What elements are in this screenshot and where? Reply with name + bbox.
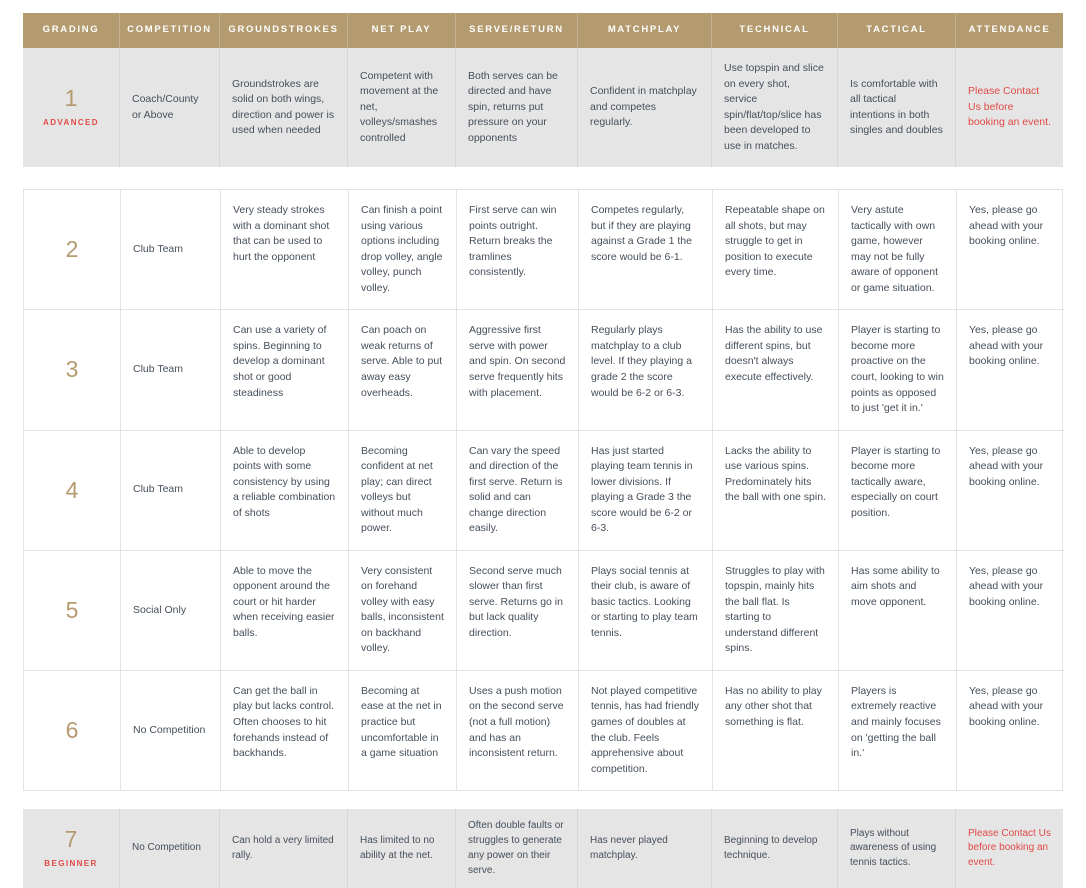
- table-row: [24, 431, 1062, 551]
- cell-groundstrokes: Able to move the opponent around the court or hit harder when receiving easier balls.: [221, 551, 349, 671]
- cell-net-play: Becoming at ease at the net in practice but uncomfortable in a game situation: [349, 671, 457, 790]
- cell-groundstrokes: Can use a variety of spins. Beginning to develop a dominant shot or good steadiness: [221, 310, 349, 430]
- cell-tactical: Player is starting to become more tactically aware, especially on court position.: [839, 431, 957, 551]
- grade-block-main: [23, 189, 1063, 791]
- grade-number: 1: [64, 84, 78, 111]
- cell-attendance[interactable]: Yes, please go ahead with your booking online.: [969, 684, 1044, 728]
- grade-number: 4: [65, 476, 79, 503]
- cell-technical: Has no ability to play any other shot that something is flat.: [713, 671, 839, 790]
- table-row: [24, 551, 1062, 671]
- column-header-groundstrokes: GROUNDSTROKES: [220, 13, 348, 48]
- cell-serve-return: Often double faults or struggles to generate any power on their serve.: [456, 809, 578, 888]
- column-header-technical: TECHNICAL: [712, 13, 838, 48]
- cell-competition: No Competition: [121, 671, 221, 790]
- cell-technical: Beginning to develop technique.: [712, 809, 838, 888]
- cell-competition: No Competition: [120, 809, 220, 888]
- cell-serve-return: Second serve much slower than first serve. Returns go in but lack quality direction.: [457, 551, 579, 671]
- block-spacer: [0, 167, 1086, 189]
- column-header-tactical: TACTICAL: [838, 13, 956, 48]
- grade-level-label: BEGINNER: [44, 858, 98, 868]
- cell-groundstrokes: Very steady strokes with a dominant shot that can be used to hurt the opponent: [221, 190, 349, 310]
- cell-net-play: Has limited to no ability at the net.: [348, 809, 456, 888]
- grade-cell: [24, 551, 121, 671]
- cell-attendance[interactable]: Yes, please go ahead with your booking online.: [957, 310, 1064, 430]
- cell-serve-return: Both serves can be directed and have spin, returns put pressure on your opponents: [456, 48, 578, 167]
- cell-groundstrokes: Can hold a very limited rally.: [220, 809, 348, 888]
- cell-competition: Club Team: [121, 190, 221, 310]
- cell-matchplay: Has never played matchplay.: [578, 809, 712, 888]
- cell-net-play: Very consistent on forehand volley with easy balls, inconsistent on backhand volley.: [349, 551, 457, 671]
- cell-attendance[interactable]: Yes, please go ahead with your booking online.: [957, 431, 1064, 551]
- cell-technical: Struggles to play with topspin, mainly hits the ball flat. Is starting to understand different spins.: [713, 551, 839, 671]
- cell-groundstrokes: Able to develop points with some consistency by using a reliable combination of shots: [221, 431, 349, 551]
- cell-groundstrokes: Groundstrokes are solid on both wings, direction and power is used when needed: [220, 48, 348, 167]
- cell-serve-return: Uses a push motion on the second serve (not a full motion) and has an inconsistent return.: [457, 671, 579, 790]
- cell-technical: Lacks the ability to use various spins. Predominately hits the ball with one spin.: [713, 431, 839, 551]
- cell-attendance[interactable]: Yes, please go ahead with your booking online.: [957, 190, 1064, 310]
- grade-number: 3: [65, 356, 79, 383]
- cell-competition: Social Only: [121, 551, 221, 671]
- cell-competition: Club Team: [121, 431, 221, 551]
- cell-serve-return: Can vary the speed and direction of the first serve. Return is solid and can change direction easily.: [457, 431, 579, 551]
- grade-cell: [24, 431, 121, 551]
- column-header-grading: GRADING: [23, 13, 120, 48]
- table-row: [24, 671, 1062, 790]
- cell-net-play: Becoming confident at net play; can direct volleys but without much power.: [349, 431, 457, 551]
- cell-matchplay: Regularly plays matchplay to a club level. If they playing a grade 2 the score would be 6-2 or 6-3.: [579, 310, 713, 430]
- cell-net-play: Competent with movement at the net, volleys/smashes controlled: [348, 48, 456, 167]
- cell-tactical: Very astute tactically with own game, however may not be fully aware of opponent or game situation.: [839, 190, 957, 310]
- cell-net-play: Can poach on weak returns of serve. Able to put away easy overheads.: [349, 310, 457, 430]
- cell-matchplay: Confident in matchplay and competes regularly.: [578, 48, 712, 167]
- cell-attendance[interactable]: Please Contact Us before booking an event.: [968, 85, 1051, 129]
- grade-cell: [24, 671, 121, 790]
- cell-matchplay: Competes regularly, but if they are playing against a Grade 1 the score would be 6-1.: [579, 190, 713, 310]
- cell-matchplay: Plays social tennis at their club, is aware of basic tactics. Looking or starting to play team tennis.: [579, 551, 713, 671]
- cell-net-play: Can finish a point using various options including drop volley, angle volley, punch volley.: [349, 190, 457, 310]
- column-header-net-play: NET PLAY: [348, 13, 456, 48]
- cell-serve-return: First serve can win points outright. Return breaks the tramlines consistently.: [457, 190, 579, 310]
- cell-groundstrokes: Can get the ball in play but lacks control. Often chooses to hit forehands instead of backhands.: [221, 671, 349, 790]
- cell-competition: Club Team: [121, 310, 221, 430]
- table-header-row: [23, 13, 1063, 48]
- table-row: [23, 809, 1063, 888]
- cell-technical: Repeatable shape on all shots, but may struggle to get in position to execute every time.: [713, 190, 839, 310]
- table-row: [23, 48, 1063, 167]
- grade-cell: [24, 190, 121, 310]
- cell-tactical: Player is starting to become more proactive on the court, looking to win points as opposed to just 'get it in.': [839, 310, 957, 430]
- cell-competition: Coach/County or Above: [120, 48, 220, 167]
- block-spacer: [0, 791, 1086, 809]
- cell-technical: Use topspin and slice on every shot, service spin/flat/top/slice has been developed to use in matches.: [712, 48, 838, 167]
- grading-table-page: [0, 13, 1086, 888]
- column-header-matchplay: MATCHPLAY: [578, 13, 712, 48]
- column-header-attendance: ATTENDANCE: [968, 24, 1051, 36]
- cell-tactical: Is comfortable with all tactical intentions in both singles and doubles: [838, 48, 956, 167]
- cell-tactical: Players is extremely reactive and mainly focuses on 'getting the ball in.': [839, 671, 957, 790]
- cell-serve-return: Aggressive first serve with power and spin. On second serve frequently hits with placement.: [457, 310, 579, 430]
- cell-tactical: Has some ability to aim shots and move opponent.: [839, 551, 957, 671]
- cell-attendance[interactable]: Yes, please go ahead with your booking online.: [957, 551, 1064, 671]
- grade-number: 5: [65, 596, 79, 623]
- grade-block-advanced: [23, 48, 1063, 167]
- grade-number: 7: [64, 825, 78, 852]
- table-row: [24, 190, 1062, 310]
- table-row: [24, 310, 1062, 430]
- grade-cell: [23, 809, 120, 888]
- grade-number: 6: [65, 717, 79, 744]
- cell-matchplay: Not played competitive tennis, has had friendly games of doubles at the club. Feels apprehensive about competition.: [579, 671, 713, 790]
- grade-cell: [23, 48, 120, 167]
- grade-block-beginner: [23, 809, 1063, 888]
- grade-cell: [24, 310, 121, 430]
- grade-level-label: ADVANCED: [43, 117, 99, 127]
- cell-tactical: Plays without awareness of using tennis tactics.: [838, 809, 956, 888]
- column-header-competition: COMPETITION: [120, 13, 220, 48]
- grade-number: 2: [65, 236, 79, 263]
- cell-matchplay: Has just started playing team tennis in lower divisions. If playing a Grade 3 the score would be 6-2 or 6-3.: [579, 431, 713, 551]
- cell-attendance[interactable]: Please Contact Us before booking an event.: [968, 827, 1051, 869]
- column-header-serve-return: SERVE/RETURN: [456, 13, 578, 48]
- cell-technical: Has the ability to use different spins, but doesn't always execute effectively.: [713, 310, 839, 430]
